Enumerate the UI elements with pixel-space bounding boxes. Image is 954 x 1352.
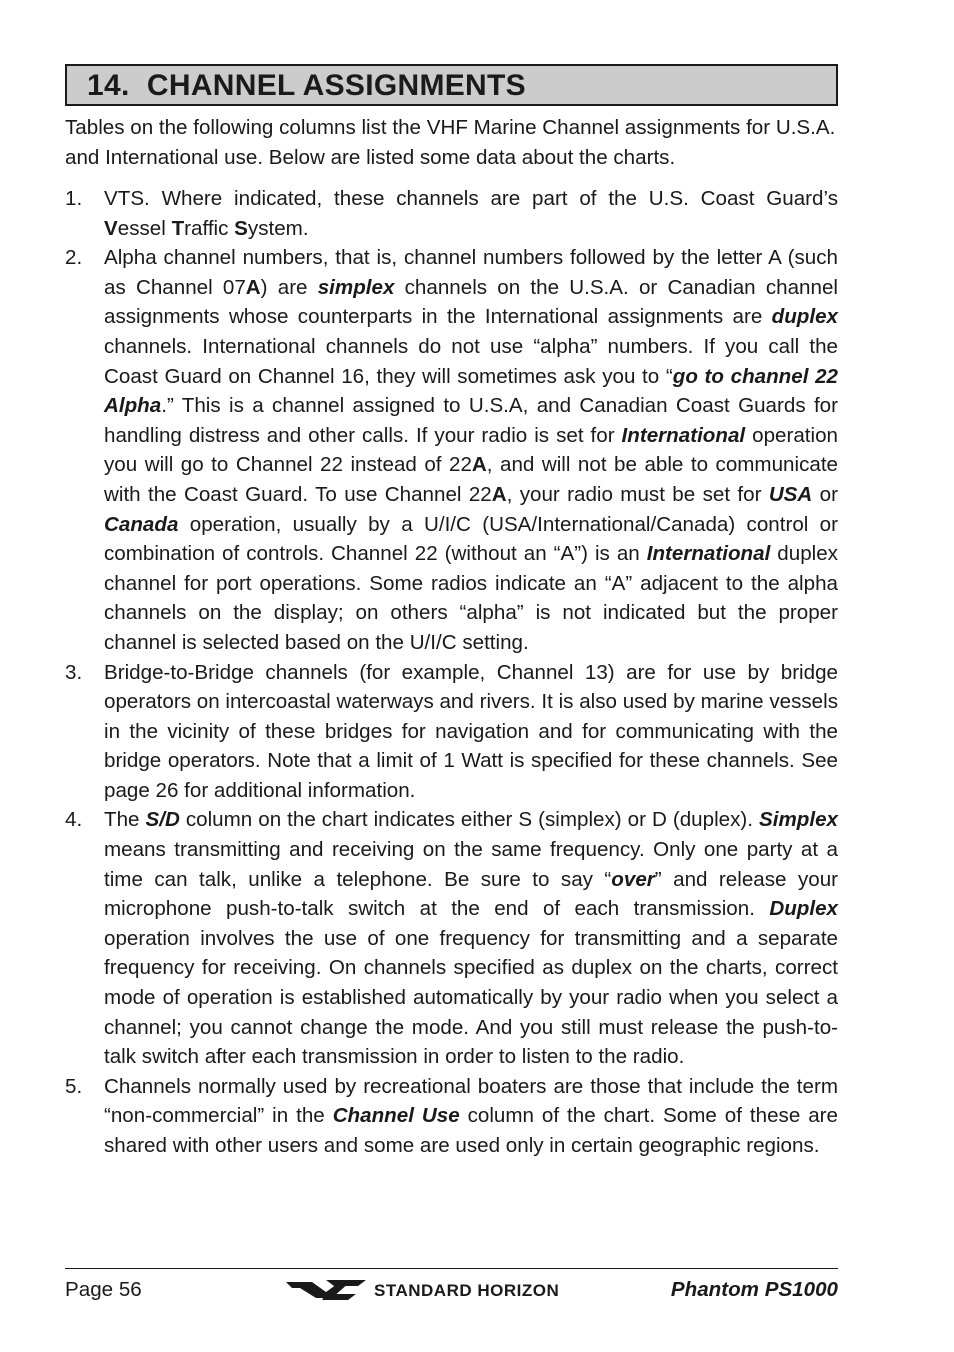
list-item <box>65 184 838 243</box>
page-number: Page 56 <box>65 1278 142 1301</box>
emphasis-text: S/D <box>145 808 180 832</box>
section-title-text: CHANNEL ASSIGNMENTS <box>146 69 526 102</box>
list-item-number: 4. <box>65 808 83 832</box>
emphasis-text: Channel Use <box>332 1104 460 1128</box>
intro-paragraph: Tables on the following columns list the VHF Marine Channel assignments for U.S.A. and International use. Below are listed some data about the charts. <box>65 116 836 169</box>
emphasis-text: A <box>245 275 261 299</box>
body-text: , and will not be able to communicate with the Coast Guard. To use Channel 22 <box>104 453 838 506</box>
body-text: channels. International channels do not use “alpha” numbers. If you call the Coast Guard on Channel 16, they will sometimes ask you to “ <box>104 334 838 388</box>
body-text: duplex channel for port operations. Some radios indicate an “A” adjacent to the alpha channels on the display; on others “alpha” is not indicated but the proper channel is selected based on the U/I/C setting. <box>104 542 838 654</box>
footer-divider <box>65 1268 838 1269</box>
list-item <box>65 658 838 806</box>
body-text: or <box>812 482 838 506</box>
body-text: operation you will go to Channel 22 instead of 22 <box>104 423 838 477</box>
list-item <box>65 805 838 1071</box>
body-text: Alpha channel numbers, that is, channel numbers followed by the letter A (such as Channel 07 <box>104 246 838 299</box>
emphasis-text: A <box>491 482 507 506</box>
emphasis-text: A <box>471 453 487 477</box>
emphasis-text: International <box>646 542 771 566</box>
list-item-text <box>104 658 838 806</box>
body-text: column of the chart. Some of these are shared with other users and some are used only in certain geographic regions. <box>104 1104 838 1157</box>
emphasis-text: Canada <box>104 512 179 536</box>
section-title <box>87 66 526 106</box>
body-text: column on the chart indicates either S (simplex) or D (duplex). <box>179 808 759 832</box>
body-text: raffic <box>184 216 235 240</box>
emphasis-text: V <box>104 216 118 240</box>
body-text: , your radio must be set for <box>506 482 769 506</box>
brand-wordmark: STANDARD HORIZON <box>374 1281 560 1300</box>
model-name: Phantom PS1000 <box>670 1278 838 1301</box>
section-heading <box>65 64 838 106</box>
emphasis-text: simplex <box>317 275 395 299</box>
list-item-number: 3. <box>65 660 83 684</box>
list-item-number: 2. <box>65 246 83 270</box>
list-item-text <box>104 184 838 243</box>
list-item-text <box>104 1072 838 1161</box>
body-text: means transmitting and receiving on the same frequency. Only one party at a time can talk, unlike a telephone. Be sure to say “ <box>104 838 838 891</box>
emphasis-text: Simplex <box>759 808 838 832</box>
logo-mark-icon <box>286 1280 366 1300</box>
list-item <box>65 1072 838 1161</box>
body-text: ” and release your microphone push-to-talk switch at the end of each transmission. <box>104 867 839 921</box>
emphasis-text: USA <box>768 482 813 506</box>
emphasis-text: T <box>171 216 185 240</box>
body-text: Channels normally used by recreational boaters are those that include the term “non-commercial” in the <box>104 1074 838 1128</box>
body-text: essel <box>117 216 172 240</box>
body-text: Bridge-to-Bridge channels (for example, Channel 13) are for use by bridge operators on intercoastal waterways and rivers. It is also used by marine vessels in the vicinity of these bridges for navigation and for communicating with the bridge operators. Note that a limit of 1 Watt is specified for these channels. See page 26 for additional information. <box>104 660 838 802</box>
section-number: 14. <box>87 69 130 102</box>
body-text: ystem. <box>247 216 309 240</box>
standard-horizon-logo <box>286 1276 626 1304</box>
numbered-list <box>65 184 838 1161</box>
list-item-number: 5. <box>65 1074 83 1098</box>
emphasis-text: Duplex <box>769 897 838 921</box>
emphasis-text: International <box>621 423 746 447</box>
body-text: operation, usually by a U/I/C (USA/International/Canada) control or combination of controls. Channel 22 (without an “A”) is an <box>104 512 838 566</box>
list-item-text <box>104 243 838 657</box>
emphasis-text: duplex <box>771 305 838 329</box>
list-item-text <box>104 805 838 1071</box>
list-item-number: 1. <box>65 187 83 210</box>
body-text: operation involves the use of one frequency for transmitting and a separate frequency for receiving. On channels specified as duplex on the charts, correct mode of operation is established automatically by your radio when you select a channel; you cannot change the mode. And you still must release the push-to-talk switch after each transmission in order to listen to the radio. <box>104 926 838 1069</box>
emphasis-text: over <box>611 867 655 891</box>
emphasis-text: S <box>234 216 248 240</box>
body-text: ) are <box>260 275 318 299</box>
list-item <box>65 243 838 657</box>
body-text: .” This is a channel assigned to U.S.A, and Canadian Coast Guards for handling distress and other calls. If your radio is set for <box>104 394 838 447</box>
body-text: VTS. Where indicated, these channels are part of the U.S. Coast Guard’s <box>104 187 838 210</box>
emphasis-text: go to channel 22 Alpha <box>104 364 838 418</box>
body-text: The <box>104 808 146 832</box>
body-text: channels on the U.S.A. or Canadian channel assignments whose counterparts in the International assignments are <box>104 275 838 329</box>
